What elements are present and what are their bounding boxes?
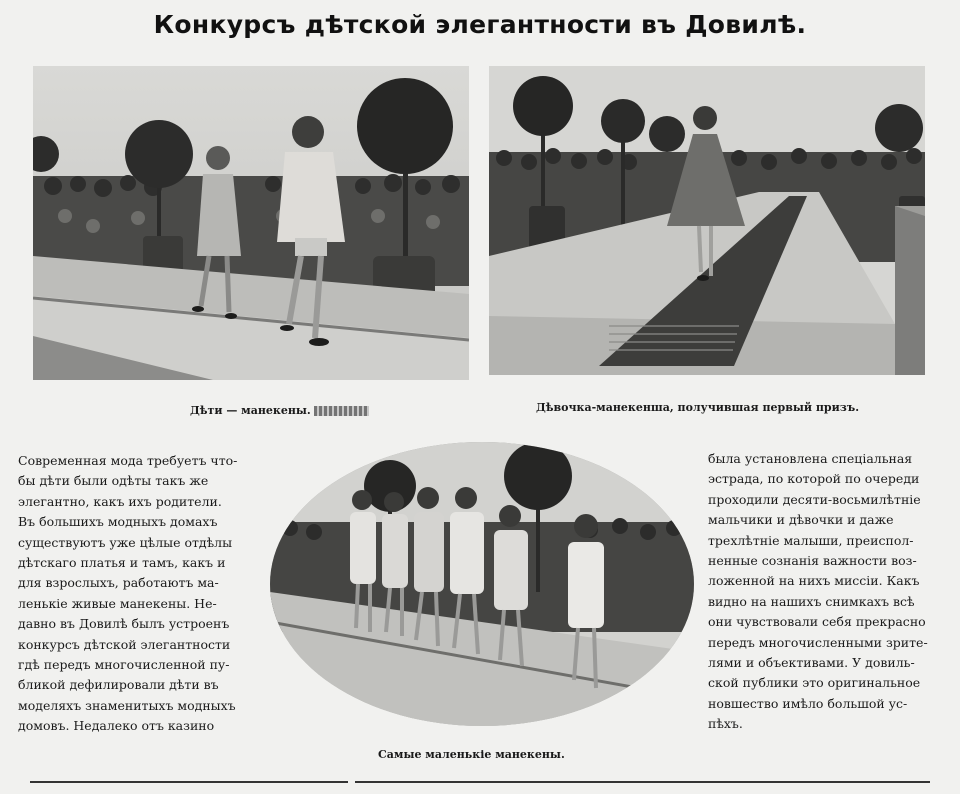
text-line: элегантно, какъ ихъ родители. [18, 493, 222, 509]
text-line: моделяхъ знаменитыхъ модныхъ [18, 697, 236, 713]
text-line: бы дѣти были одѣты такъ же [18, 473, 209, 489]
text-line: эстрада, по которой по очереди [708, 471, 920, 487]
photo-smallest-models [270, 442, 694, 726]
caption-children-models-text: Дѣти — манекены. [190, 404, 311, 417]
footer-rule-right [355, 781, 930, 783]
caption-prize-winner: Дѣвочка-манекенша, получившая первый призъ. [536, 401, 860, 414]
text-line: давно въ Довилѣ былъ устроенъ [18, 616, 230, 632]
article-column-right [708, 449, 942, 735]
text-line: дѣтскаго платья и тамъ, какъ и [18, 555, 226, 571]
text-line: домовъ. Недалеко отъ казино [18, 718, 215, 734]
page-title: Конкурсъ дѣтской элегантности въ Довилѣ. [153, 10, 807, 39]
caption-smallest-models: Самые маленькіе манекены. [378, 748, 565, 761]
text-line: мальчики и дѣвочки и даже [708, 512, 894, 528]
text-line: видно на нашихъ снимкахъ всѣ [708, 593, 915, 609]
text-line: трехлѣтніе малыши, преиспол- [708, 532, 914, 548]
text-line: лями и объективами. У довиль- [708, 655, 915, 671]
text-line: Въ большихъ модныхъ домахъ [18, 514, 218, 530]
photo-children-models [33, 66, 469, 380]
footer-rule-left [30, 781, 348, 783]
text-line: для взрослыхъ, работаютъ ма- [18, 575, 219, 591]
text-line: Современная мода требуетъ что- [18, 453, 238, 468]
text-line: пѣхъ. [708, 716, 743, 732]
text-line: существуютъ уже цѣлые отдѣлы [18, 534, 233, 550]
text-line: они чувствовали себя прекрасно [708, 614, 926, 630]
text-line: гдѣ передъ многочисленной пу- [18, 657, 230, 673]
text-line: конкурсъ дѣтской элегантности [18, 636, 231, 652]
text-line: была установлена спеціальная [708, 451, 913, 466]
ink-scribble [314, 406, 369, 416]
text-line: передъ многочисленными зрите- [708, 634, 928, 650]
article-column-left [18, 451, 254, 737]
text-line: новшество имѣло большой ус- [708, 695, 908, 711]
text-line: бликой дефилировали дѣти въ [18, 677, 219, 693]
text-line: ненные сознанія важности воз- [708, 553, 917, 569]
caption-children-models [190, 404, 369, 417]
text-line: ской публики это оригинальное [708, 675, 921, 691]
text-line: ленькіе живые манекены. Не- [18, 595, 217, 611]
text-line: проходили десяти-восьмилѣтніе [708, 491, 921, 507]
text-line: ложенной на нихъ миссіи. Какъ [708, 573, 920, 589]
photo-prize-winner [489, 66, 925, 375]
